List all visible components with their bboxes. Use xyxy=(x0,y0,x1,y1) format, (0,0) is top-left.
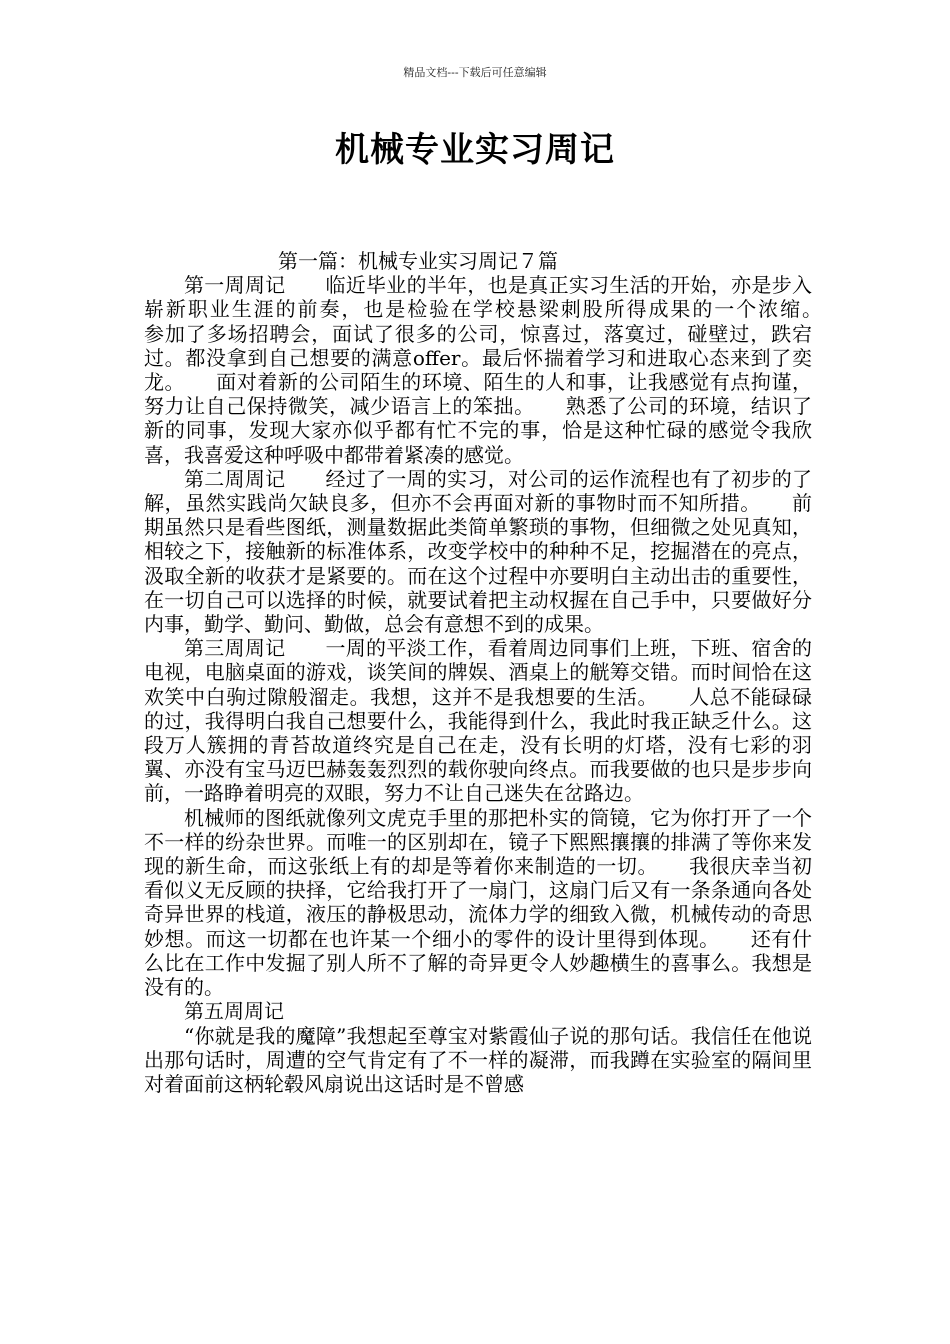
paragraph-text: 一周的平淡工作，看着周边同事们上班，下班、宿舍的电视，电脑桌面的游戏，谈笑间的牌娱、酒桌上的觥筹交错。而时间恰在这欢笑中白驹过隙般溜走。我想，这并不是我想要的生活。 人总不能碌碌的过，我得明白我自己想要什么，我能得到什么，我此时我正缺乏什么。这段万人簇拥的青苔故道终究是自己在走，没有长明的灯塔，没有七彩的羽翼、亦没有宝马迈巴赫轰轰烈烈的载你驶向终点。而我要做的也只是步步向前，一路睁着明亮的双眼，努力不让自己迷失在岔路边。 xyxy=(144,636,813,806)
document-body xyxy=(144,249,852,1096)
paragraph-text: 经过了一周的实习，对公司的运作流程也有了初步的了解，虽然实践尚欠缺良多，但亦不会再面对新的事物时而不知所措。 前期虽然只是看些图纸，测量数据此类简单繁琐的事物，但细微之处见真知，相较之下，接触新的标准体系，改变学校中的种种不足，挖掘潜在的亮点，汲取全新的收获才是紧要的。而在这个过程中亦要明白主动出击的重要性，在一切自己可以选择的时候，就要试着把主动权握在自己手中，只要做好分内事，勤学、勤问、勤做，总会有意想不到的成果。 xyxy=(144,466,813,637)
paragraph-week-1 xyxy=(144,273,852,467)
paragraph-week-3 xyxy=(144,636,812,805)
header-note: 精品文档---下载后可任意编辑 xyxy=(403,66,547,79)
paragraph-lead: 第一周周记 xyxy=(184,273,286,298)
paragraph-text: 机械师的图纸就像列文虎克手里的那把朴实的筒镜，它为你打开了一个不一样的纷杂世界。而唯一的区别却在，镜子下熙熙攘攘的排满了等你来发现的新生命，而这张纸上有的却是等着你来制造的一切。 我很庆幸当初看似义无反顾的抉择，它给我打开了一扇门，这扇门后又有一条条通向各处奇异世界的栈道，液压的静极思动，流体力学的细致入微，机械传动的奇思妙想。而这一切都在也许某一个细小的零件的设计里得到体现。 还有什么比在工作中发掘了别人所不了解的奇异更令人妙趣横生的喜事么。我想是没有的。 xyxy=(144,805,812,1000)
paragraph-reflection xyxy=(144,806,812,1000)
paragraph-week-5 xyxy=(144,1024,812,1097)
paragraph-text: “你就是我的魔障”我想起至尊宝对紫霞仙子说的那句话。我信任在他说出那句话时，周遭的空气肯定有了不一样的凝滞，而我蹲在实验室的隔间里对着面前这柄轮毂风扇说出这话时是不曾感 xyxy=(144,1023,812,1096)
paragraph-lead: 第二周周记 xyxy=(184,466,286,491)
section-heading: 第一篇：机械专业实习周记７篇 xyxy=(278,249,558,273)
paragraph-week-5-heading xyxy=(144,999,812,1023)
paragraph-lead: 第三周周记 xyxy=(184,636,286,661)
paragraph-text: 临近毕业的半年，也是真正实习生活的开始，亦是步入崭新职业生涯的前奏，也是检验在学校悬梁刺股所得成果的一个浓缩。 参加了多场招聘会，面试了很多的公司，惊喜过，落寞过，碰壁过，跌宕过。都没拿到自己想要的满意offer。最后怀揣着学习和进取心态来到了奕龙。 面对着新的公司陌生的环境、陌生的人和事，让我感觉有点拘谨，努力让自己保持微笑，减少语言上的笨拙。 熟悉了公司的环境，结识了新的同事，发现大家亦似乎都有忙不完的事，恰是这种忙碌的感觉令我欣喜，我喜爱这种呼吸中都带着紧凑的感觉。 xyxy=(144,273,852,467)
document-title: 机械专业实习周记 xyxy=(335,130,615,170)
paragraph-week-2 xyxy=(144,467,812,636)
paragraph-lead: 第五周周记 xyxy=(184,999,284,1024)
